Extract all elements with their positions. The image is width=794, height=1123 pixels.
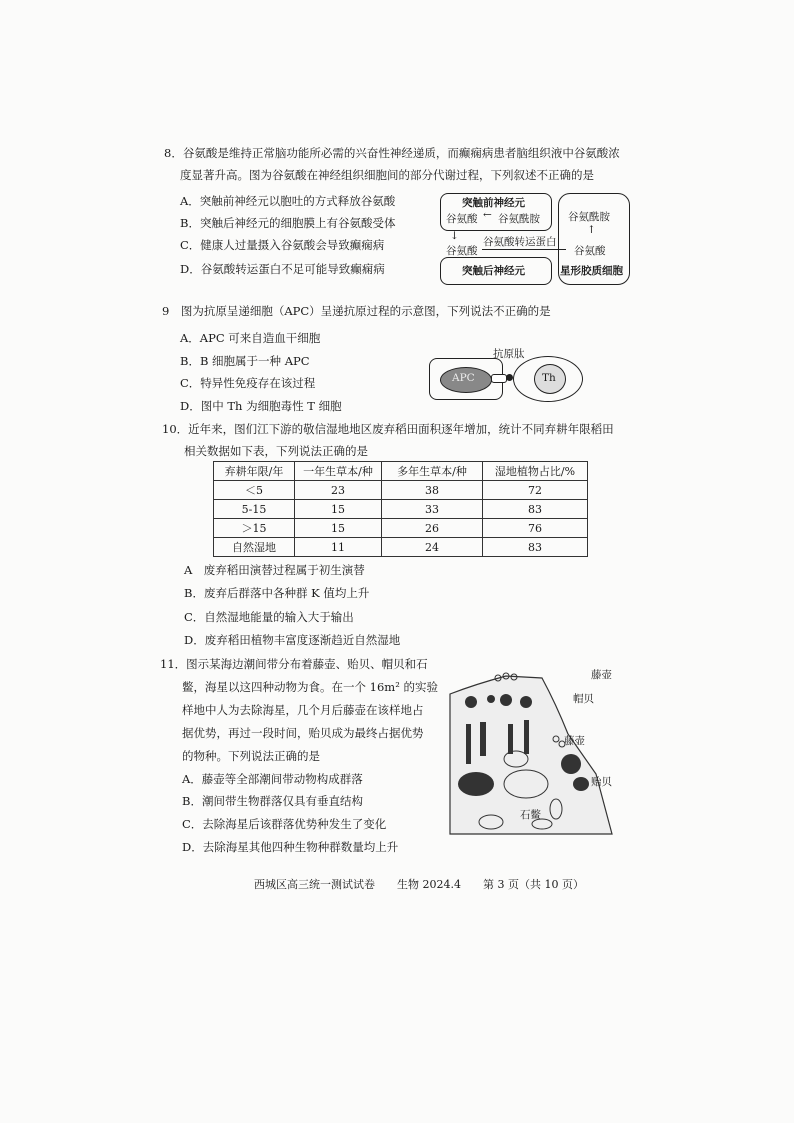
table-header: 湿地植物占比/%	[483, 462, 588, 481]
astro-glu-label: 谷氨酸	[574, 245, 606, 257]
barnacle-label-top: 藤壶	[591, 669, 612, 681]
astrocyte-label: 星形胶质细胞	[560, 265, 623, 277]
q9-stem: 9 图为抗原呈递细胞（APC）呈递抗原过程的示意图，下列说法不正确的是	[162, 304, 551, 318]
table-header-row	[214, 462, 588, 481]
q11-option-a: A．藤壶等全部潮间带动物构成群落	[182, 772, 363, 786]
chiton-label: 石鳖	[520, 809, 541, 821]
table-cell: 23	[295, 481, 382, 500]
mhc-receptor	[491, 374, 507, 383]
table-cell: 15	[295, 500, 382, 519]
q9-option-b: B．B 细胞属于一种 APC	[180, 354, 310, 368]
q10-option-a: A 废弃稻田演替过程属于初生演替	[184, 563, 365, 577]
gln-label: 谷氨酰胺	[498, 213, 540, 225]
table-header: 弃耕年限/年	[214, 462, 295, 481]
mussel-label: 贻贝	[591, 776, 612, 788]
table-cell: 15	[295, 519, 382, 538]
q11-stem-line4: 据优势，再过一段时间，贻贝成为最终占据优势	[182, 726, 424, 740]
arrow-up-icon: ↑	[587, 224, 596, 236]
presynaptic-label: 突触前神经元	[462, 197, 525, 209]
apc-label: APC	[452, 372, 475, 384]
q8-stem-line2: 度显著升高。图为谷氨酸在神经组织细胞间的部分代谢过程，下列叙述不正确的是	[180, 168, 594, 182]
table-cell: 自然湿地	[214, 538, 295, 557]
barnacle-label-mid: 藤壶	[564, 735, 585, 747]
q9-option-c: C．特异性免疫存在该过程	[180, 376, 316, 390]
th-label: Th	[542, 372, 556, 384]
page-footer: 西城区高三统一测试试卷 生物 2024.4 第 3 页（共 10 页）	[254, 878, 584, 891]
table-cell: 11	[295, 538, 382, 557]
arrow-left-icon: ←	[483, 209, 492, 221]
q10-table	[213, 461, 588, 557]
peptide-label: 抗原肽	[493, 348, 525, 360]
q11-option-b: B．潮间带生物群落仅具有垂直结构	[182, 794, 363, 808]
q8-option-c: C．健康人过量摄入谷氨酸会导致癫痫病	[180, 238, 385, 252]
q11-stem-line3: 样地中人为去除海星，几个月后藤壶在该样地占	[182, 703, 424, 717]
glu2-label: 谷氨酸	[446, 245, 478, 257]
table-header: 一年生草本/种	[295, 462, 382, 481]
transport-arrow	[482, 249, 566, 250]
q10-option-d: D．废弃稻田植物丰富度逐渐趋近自然湿地	[184, 633, 401, 647]
table-header: 多年生草本/种	[382, 462, 483, 481]
table-cell: 72	[483, 481, 588, 500]
limpet-label: 帽贝	[573, 693, 594, 705]
table-cell: 5-15	[214, 500, 295, 519]
q10-option-c: C．自然湿地能量的输入大于输出	[184, 610, 354, 624]
antigen-peptide-dot	[506, 374, 513, 381]
q11-stem-line1: 11．图示某海边潮间带分布着藤壶、贻贝、帽贝和石	[160, 657, 428, 671]
q11-stem-line5: 的物种。下列说法正确的是	[182, 749, 320, 763]
table-cell: 76	[483, 519, 588, 538]
table-row	[214, 481, 588, 500]
q10-stem-line2: 相关数据如下表，下列说法正确的是	[184, 444, 368, 458]
q8-option-d: D．谷氨酸转运蛋白不足可能导致癫痫病	[180, 262, 385, 276]
q9-option-d: D．图中 Th 为细胞毒性 T 细胞	[180, 399, 342, 413]
q11-option-d: D．去除海星其他四种生物种群数量均上升	[182, 840, 399, 854]
table-cell: 24	[382, 538, 483, 557]
table-cell: ＞15	[214, 519, 295, 538]
q10-stem-line1: 10．近年来，图们江下游的敬信湿地地区废弃稻田面积逐年增加，统计不同弃耕年限稻田	[162, 422, 614, 436]
arrow-down-icon: ↓	[450, 230, 459, 242]
table-cell: 26	[382, 519, 483, 538]
q11-option-c: C．去除海星后该群落优势种发生了变化	[182, 817, 387, 831]
q8-option-b: B．突触后神经元的细胞膜上有谷氨酸受体	[180, 216, 396, 230]
table-row	[214, 519, 588, 538]
postsynaptic-label: 突触后神经元	[462, 265, 525, 277]
glu-label: 谷氨酸	[446, 213, 478, 225]
transporter-label: 谷氨酸转运蛋白	[483, 236, 557, 248]
table-cell: 83	[483, 538, 588, 557]
table-cell: ＜5	[214, 481, 295, 500]
q8-stem-line1: 8．谷氨酸是维持正常脑功能所必需的兴奋性神经递质，而癫痫病患者脑组织液中谷氨酸浓	[164, 146, 620, 160]
table-cell: 83	[483, 500, 588, 519]
astro-gln-label: 谷氨酰胺	[568, 211, 610, 223]
q9-option-a: A．APC 可来自造血干细胞	[180, 331, 321, 345]
table-cell: 38	[382, 481, 483, 500]
table-cell: 33	[382, 500, 483, 519]
table-row	[214, 538, 588, 557]
q10-option-b: B．废弃后群落中各种群 K 值均上升	[184, 586, 370, 600]
q8-option-a: A．突触前神经元以胞吐的方式释放谷氨酸	[180, 194, 396, 208]
table-row	[214, 500, 588, 519]
q11-stem-line2: 鳖，海星以这四种动物为食。在一个 16m² 的实验	[182, 680, 438, 694]
